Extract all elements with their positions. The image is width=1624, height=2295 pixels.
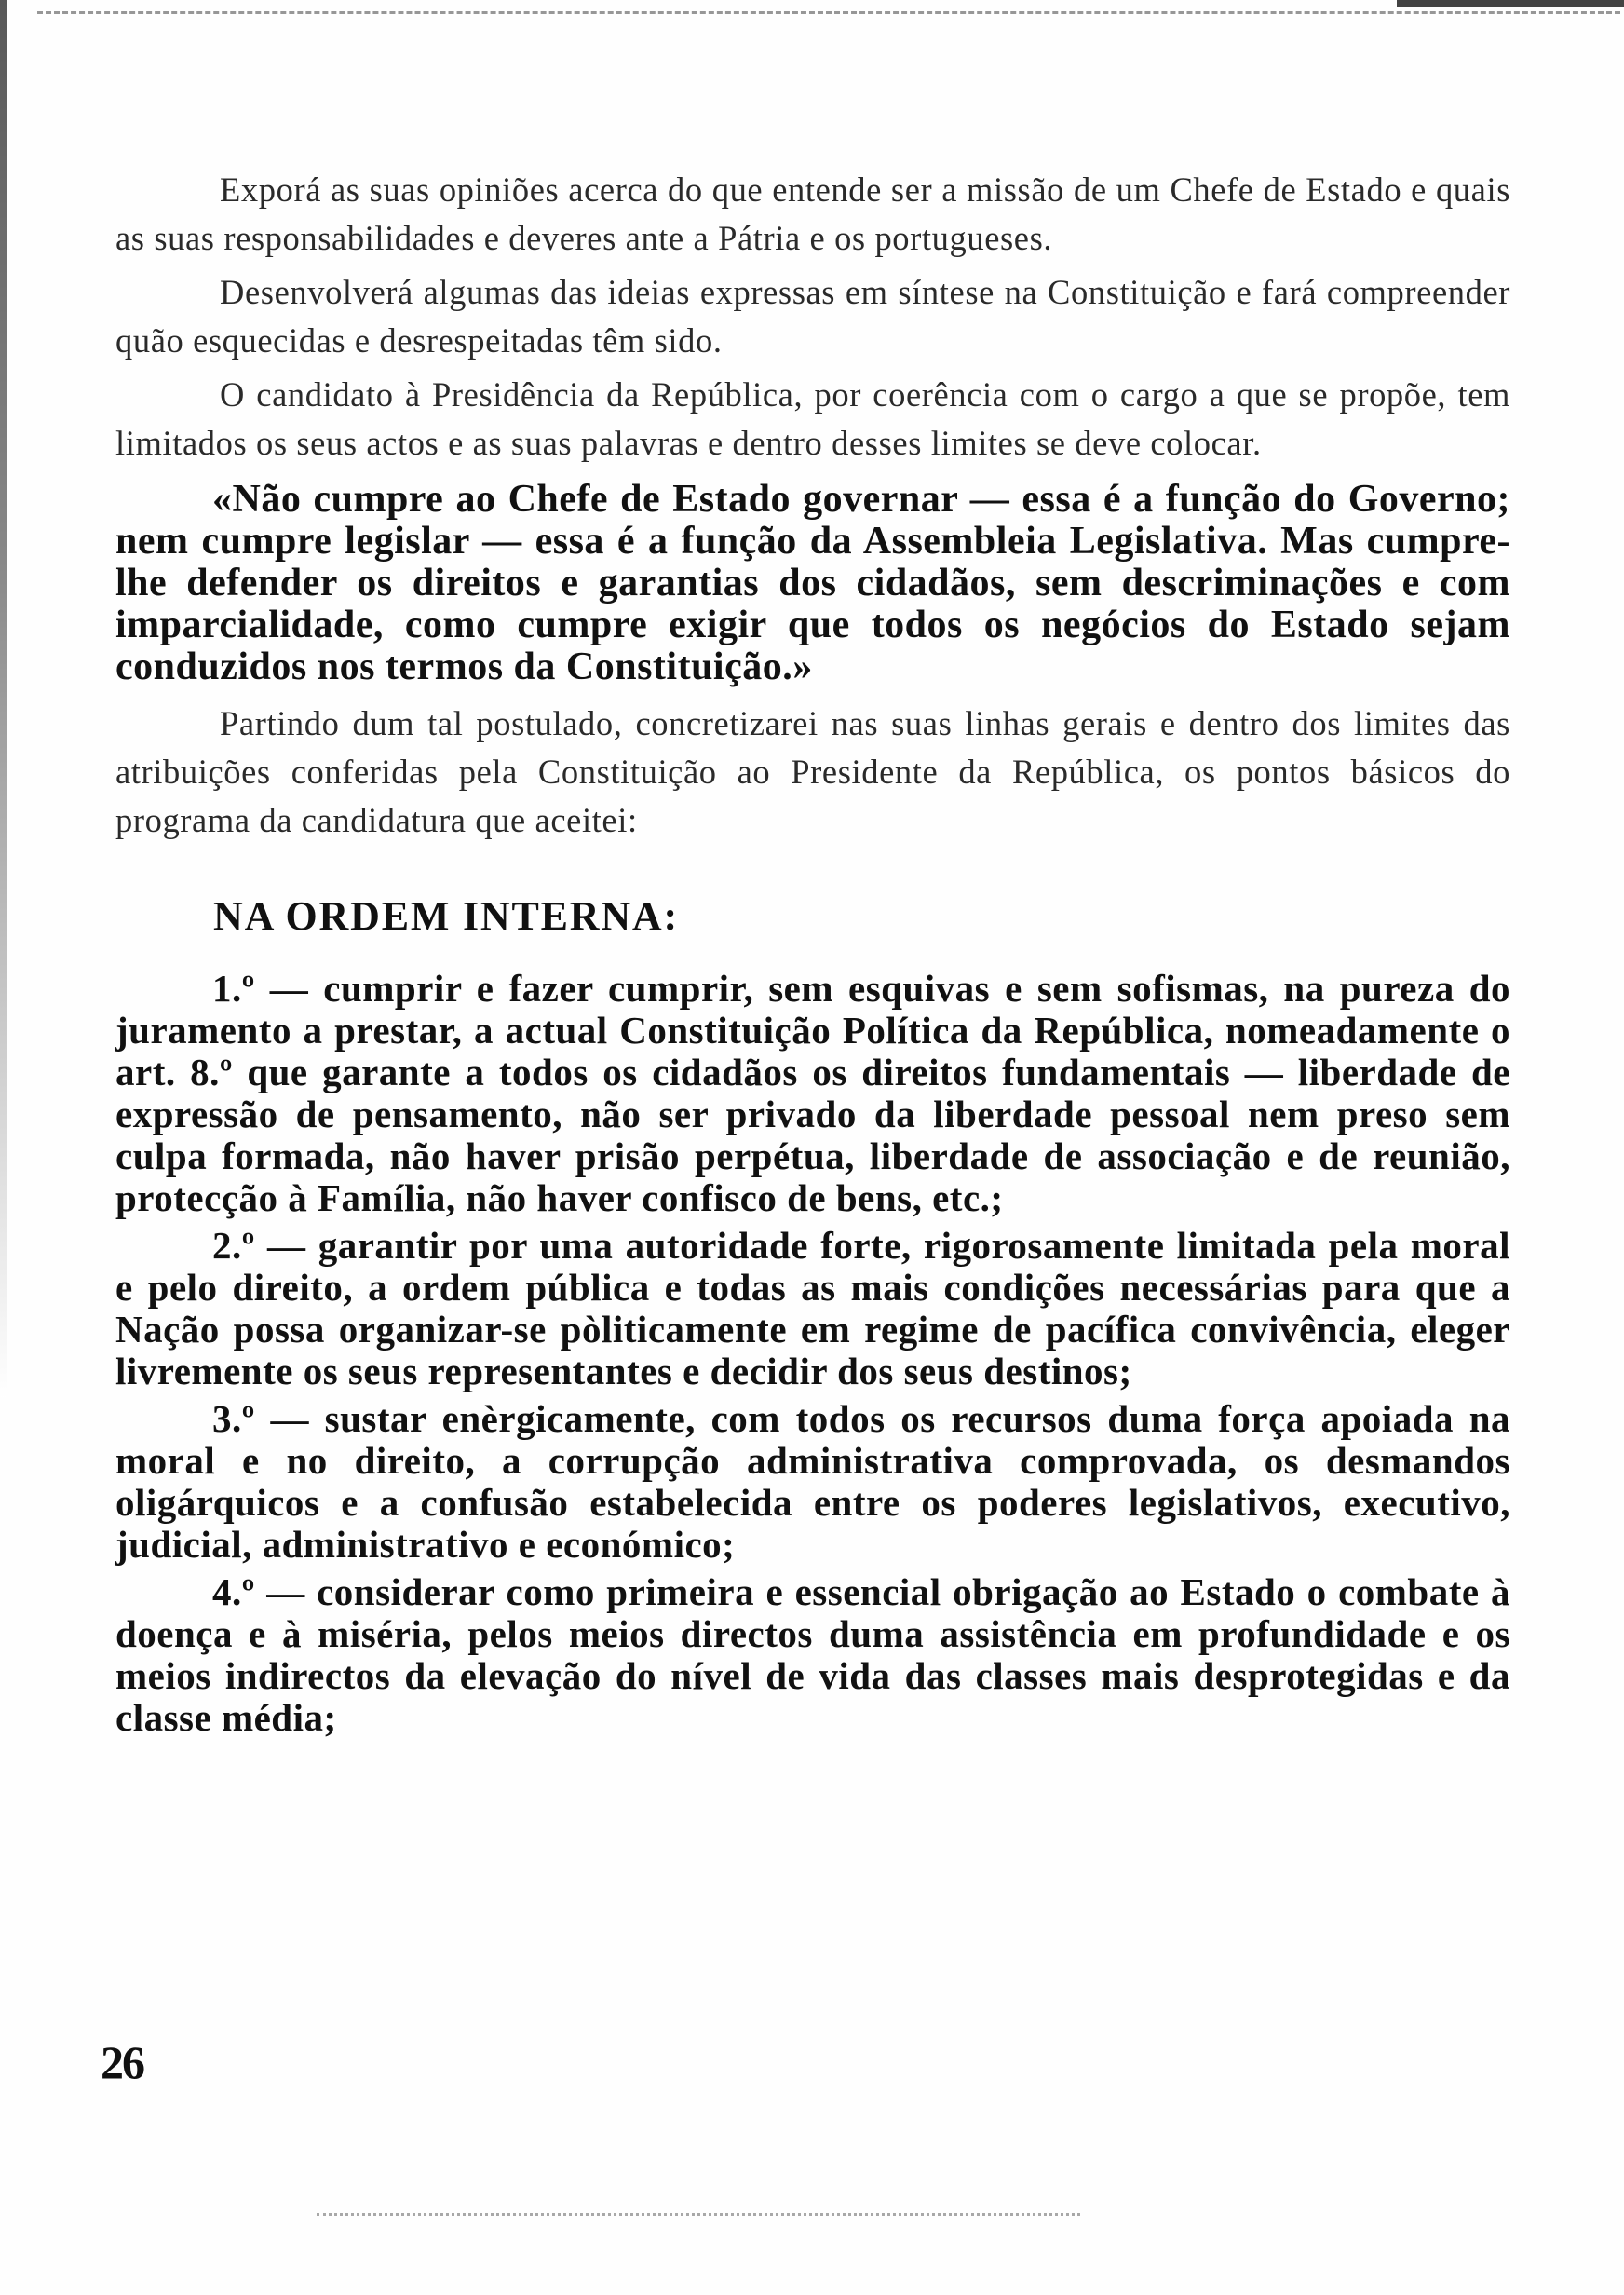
intro-paragraph-1: Exporá as suas opiniões acerca do que entende ser a missão de um Chefe de Estado e quais as suas responsabilidades e deveres ante a Pátria e os portugueses.	[115, 170, 1510, 257]
scan-edge-left	[0, 0, 7, 1397]
quote-paragraph: «Não cumpre ao Chefe de Estado governar — essa é a função do Governo; nem cumpre legislar — essa é a função da Assembleia Legislativa. Mas cumpre-lhe defender os direitos e garantias dos cidadãos, sem descriminações e com imparcialidade, como cumpre exigir que todos os negócios do Estado sejam conduzidos nos termos da Constituição.»	[115, 478, 1510, 688]
postulate-paragraph: Partindo dum tal postulado, concretizarei nas suas linhas gerais e dentro dos limites das atribuições conferidas pela Constituição ao Presidente da República, os pontos básicos do programa da candidatura que aceitei:	[115, 704, 1510, 839]
scan-edge-top	[37, 11, 1620, 20]
page-number: 26	[101, 2036, 143, 2088]
body-text	[115, 166, 1510, 1745]
scan-edge-top-right	[1397, 0, 1624, 7]
intro-paragraph-3: O candidato à Presidência da República, por coerência com o cargo a que se propõe, tem limitados os seus actos e as suas palavras e dentro desses limites se deve colocar.	[115, 375, 1510, 462]
intro-paragraph-2: Desenvolverá algumas das ideias expressas em síntese na Constituição e fará compreender quão esquecidas e desrespeitadas têm sido.	[115, 273, 1510, 360]
program-item-3: 3.º — sustar enèrgicamente, com todos os recursos duma força apoiada na moral e no direito, a corrupção administrativa comprovada, os desmandos oligárquicos e a confusão estabelecida entre os poderes legislativos, executivo, judicial, administrativo e económico;	[115, 1397, 1510, 1566]
section-heading: NA ORDEM INTERNA:	[213, 893, 679, 939]
program-item-1: 1.º — cumprir e fazer cumprir, sem esquivas e sem sofismas, na pureza do juramento a prestar, a actual Constituição Política da República, nomeadamente o art. 8.º que garante a todos os cidadãos os direitos fundamentais — liberdade de expressão de pensamento, não ser privado da liberdade pessoal nem preso sem culpa formada, não haver prisão perpétua, liberdade de associação e de reunião, protecção à Família, não haver confisco de bens, etc.;	[115, 967, 1510, 1219]
program-item-4: 4.º — considerar como primeira e essencial obrigação ao Estado o combate à doença e à miséria, pelos meios directos duma assistência em profundidade e os meios indirectos da elevação do nível de vida das classes mais desprotegidas e da classe média;	[115, 1570, 1510, 1739]
program-item-2: 2.º — garantir por uma autoridade forte, rigorosamente limitada pela moral e pelo direito, a ordem pública e todas as mais condições necessárias para que a Nação possa organizar-se pòliticamente em regime de pacífica convivência, eleger livremente os seus representantes e decidir dos seus destinos;	[115, 1224, 1510, 1392]
scan-edge-bottom	[317, 2213, 1080, 2220]
